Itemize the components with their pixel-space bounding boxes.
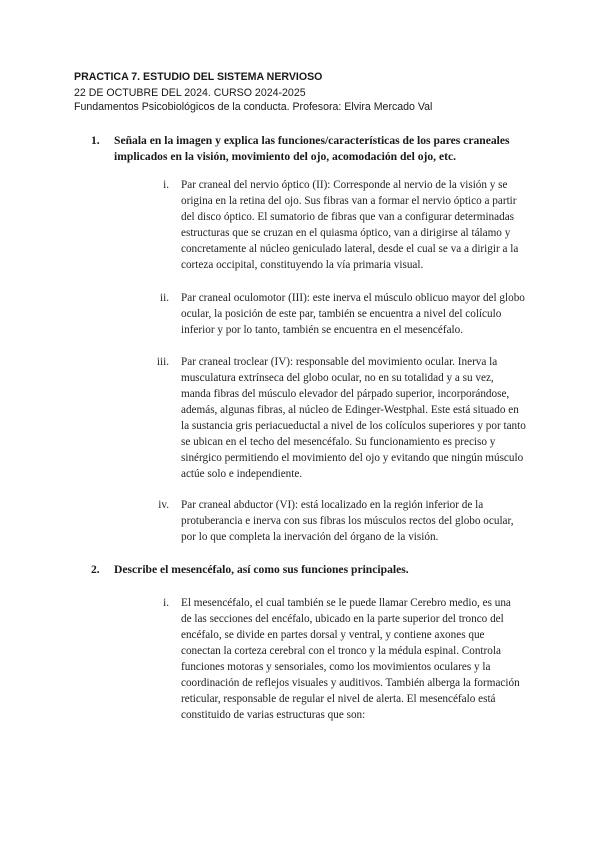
- date-course-line: 22 DE OCTUBRE DEL 2024. CURSO 2024-2025: [74, 87, 306, 99]
- subject-teacher-line: Fundamentos Psicobiológicos de la conducta. Profesora: Elvira Mercado Val: [74, 101, 433, 113]
- list-item: [163, 595, 521, 723]
- list-item-numeral: ii.: [159, 292, 169, 304]
- list-item: [158, 497, 526, 545]
- question-text: Describe el mesencéfalo, así como sus funciones principales.: [114, 563, 409, 576]
- list-item: [163, 177, 526, 273]
- list-item-numeral: iii.: [156, 356, 169, 368]
- list-item-text: Par craneal troclear (IV): responsable del movimiento ocular. Inerva la musculatura extrínseca del globo ocular, no en su totalidad y a su vez, manda fibras del músculo elevador del párpado superior, incorporándose, además, algunas fibras, al núcleo de Edinger-Westphal. Este está situado en la sustancia gris periacueductal a nivel de los colículos superiores y por tanto se ubican en el techo del mesencéfalo. Su funcionamiento es preciso y sinérgico permitiendo el movimiento del ojo y evitando que ningún músculo actúe solo e independiente.: [181, 356, 526, 480]
- list-item-text: El mesencéfalo, el cual también se le puede llamar Cerebro medio, es una de las secciones del encéfalo, ubicado en la parte superior del tronco del encéfalo, se divide en partes dorsal y ventral, y contiene axones que conectan la corteza cerebral con el tronco y la médula espinal. Controla funciones motoras y sensoriales, como los movimientos oculares y la coordinación de reflejos visuales y auditivos. También alberga la formación reticular, responsable de regular el nivel de alerta. El mesencéfalo está constituido de varias estructuras que son:: [181, 597, 520, 721]
- list-item-text: Par craneal oculomotor (III): este inerva el músculo oblicuo mayor del globo ocular, la posición de este par, también se encuentra a nivel del colículo inferior y por lo tanto, también se encuentra en el mesencéfalo.: [181, 292, 525, 336]
- list-item: [159, 290, 526, 338]
- list-item-numeral: i.: [163, 597, 169, 609]
- document-title: PRACTICA 7. ESTUDIO DEL SISTEMA NERVIOSO: [74, 71, 323, 83]
- question-text: Señala en la imagen y explica las funciones/características de los pares craneales implicados en la visión, movimiento del ojo, acomodación del ojo, etc.: [114, 134, 510, 163]
- list-item: [156, 354, 526, 482]
- list-item-numeral: iv.: [158, 499, 169, 511]
- list-item-numeral: i.: [163, 179, 169, 191]
- question-number: 2.: [91, 563, 100, 576]
- list-item-text: Par craneal abductor (VI): está localizado en la región inferior de la protuberancia e inerva con sus fibras los músculos rectos del globo ocular, por lo que completa la inervación del órgano de la visión.: [181, 499, 514, 543]
- list-item-text: Par craneal del nervio óptico (II): Corresponde al nervio de la visión y se origina en la retina del ojo. Sus fibras van a formar el nervio óptico a partir del disco óptico. El sumatorio de fibras que van a configurar determinadas estructuras que se cruzan en el quiasma óptico, van a dirigirse al tálamo y concretamente al núcleo geniculado lateral, desde el cual se va a dirigir a la corteza occipital, constituyendo la vía primaria visual.: [181, 179, 519, 271]
- question-number: 1.: [91, 134, 100, 147]
